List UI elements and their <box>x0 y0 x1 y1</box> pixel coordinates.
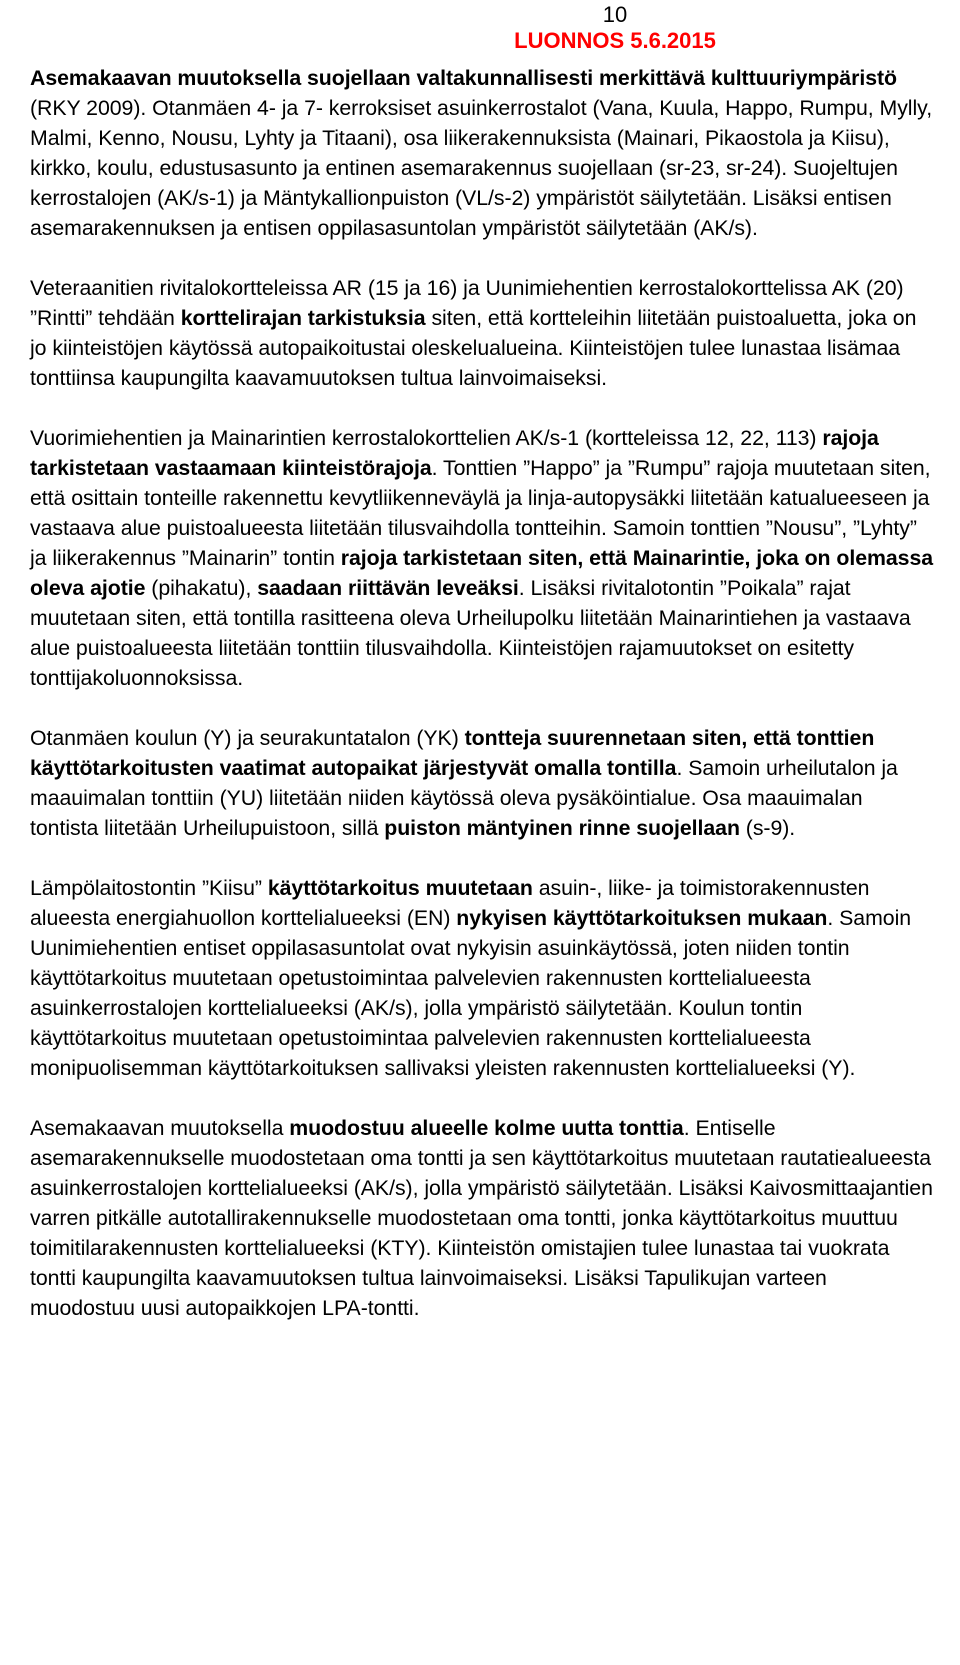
paragraph-rky-protection <box>30 63 935 243</box>
emphasis-text: Asemakaavan muutoksella suojellaan valtakunnallisesti merkittävä kulttuuriympäristö <box>30 66 897 90</box>
emphasis-text: käyttötarkoitus muutetaan <box>267 876 533 900</box>
paragraph-school-plots <box>30 723 935 843</box>
paragraph-new-plots <box>30 1113 935 1323</box>
emphasis-text: rajoja tarkistetaan vastaamaan kiinteistörajoja <box>30 426 879 480</box>
emphasis-text: korttelirajan tarkistuksia <box>180 306 426 330</box>
text-run: . Samoin urheilutalon ja maauimalan tonttiin (YU) liitetään niiden käytössä oleva pysäköintialue. Osa maauimalan tontista liitetään Urheilupuistoon, sillä <box>30 756 898 840</box>
page-number: 10 <box>602 2 628 27</box>
text-run: . Tonttien ”Happo” ja ”Rumpu” rajoja muutetaan siten, että osittain tonteille rakennettu kevytliikenneväylä ja linja-autopysäkki liitetään katualueeseen ja vastaava alue puistoalueesta liitetään tilusvaihdolla tontteihin. Samoin tonttien ”Nousu”, ”Lyhty” ja liikerakennus ”Mainarin” tontin <box>30 456 931 570</box>
paragraph-plot-boundaries <box>30 423 935 693</box>
document-page <box>30 0 935 1353</box>
text-run: asuin-, liike- ja toimistorakennusten alueesta energiahuollon korttelialueeksi (EN) <box>30 876 870 930</box>
text-run: . Entiselle asemarakennukselle muodostetaan oma tontti ja sen käyttötarkoitus muutetaan rautatiealueesta asuinkerrostalojen korttelialueeksi (AK/s), jolla ympäristö säilytetään. Lisäksi Kaivosmittaajantien varren pitkälle autotallirakennukselle muodostetaan oma tontti, jonka käyttötarkoitus muuttuu toimitilarakennusten korttelialueeksi (KTY). Kiinteistön omistajien tulee lunastaa tai vuokrata tontti kaupungilta kaavamuutoksen tultua lainvoimaiseksi. Lisäksi Tapulikujan varteen muodostuu uusi autopaikkojen LPA-tontti. <box>30 1116 933 1320</box>
emphasis-text: saadaan riittävän leveäksi <box>257 576 519 600</box>
text-run: (pihakatu), <box>145 576 258 600</box>
text-run: Veteraanitien rivitalokortteleissa AR (15 ja 16) ja Uunimiehentien kerrostalokorttelissa AK (20) ”Rintti” tehdään <box>30 276 904 330</box>
draft-label: LUONNOS 5.6.2015 <box>514 28 716 53</box>
emphasis-text: puiston mäntyinen rinne suojellaan <box>384 816 740 840</box>
text-run: siten, että kortteleihin liitetään puistoaluetta, joka on jo kiinteistöjen käytössä autopaikoitustai oleskelualueina. Kiinteistöjen tulee lunastaa lisämaa tonttiinsa kaupungilta kaavamuutoksen tultua lainvoimaiseksi. <box>30 306 917 390</box>
text-run: . Lisäksi rivitalotontin ”Poikala” rajat muutetaan siten, että tontilla rasitteena oleva Urheilupolku liitetään Mainarintiehen ja vastaava alue puistoalueesta liitetään tonttiin tilusvaihdolla. Kiinteistöjen rajamuutokset on esitetty tonttijakoluonnoksissa. <box>30 576 911 690</box>
emphasis-text: muodostuu alueelle kolme uutta tonttia <box>289 1116 684 1140</box>
text-run: (s-9). <box>739 816 796 840</box>
page-header <box>30 0 935 55</box>
paragraph-land-use-changes <box>30 873 935 1083</box>
text-run: (RKY 2009). Otanmäen 4- ja 7- kerroksiset asuinkerrostalot (Vana, Kuula, Happo, Rumpu, Mylly, Malmi, Kenno, Nousu, Lyhty ja Titaani), osa liikerakennuksista (Mainari, Pikaostola ja Kiisu), kirkko, koulu, edustusasunto ja entinen asemarakennus suojellaan (sr-23, sr-24). Suojeltujen kerrostalojen (AK/s-1) ja Mäntykallionpuiston (VL/s-2) ympäristöt säilytetään. Lisäksi entisen asemarakennuksen ja entisen oppilasasuntolan ympäristöt säilytetään (AK/s). <box>30 96 933 240</box>
emphasis-text: rajoja tarkistetaan siten, että Mainarintie, joka on olemassa oleva ajotie <box>30 546 934 600</box>
text-run: Vuorimiehentien ja Mainarintien kerrostalokorttelien AK/s-1 (kortteleissa 12, 22, 113) <box>30 426 823 450</box>
text-run: Lämpölaitostontin ”Kiisu” <box>30 876 268 900</box>
emphasis-text: tontteja suurennetaan siten, että tonttien käyttötarkoitusten vaatimat autopaikat järjestyvät omalla tontilla <box>30 726 875 780</box>
text-run: Otanmäen koulun (Y) ja seurakuntatalon (YK) <box>30 726 465 750</box>
emphasis-text: nykyisen käyttötarkoituksen mukaan <box>456 906 828 930</box>
text-run: Asemakaavan muutoksella <box>30 1116 290 1140</box>
body-text <box>30 63 935 1323</box>
paragraph-block-boundary-checks <box>30 273 935 393</box>
text-run: . Samoin Uunimiehentien entiset oppilasasuntolat ovat nykyisin asuinkäytössä, joten niiden tontin käyttötarkoitus muutetaan opetustoimintaa palvelevien rakennusten korttelialueesta asuinkerrostalojen korttelialueeksi (AK/s), jolla ympäristö säilytetään. Koulun tontin käyttötarkoitus muutetaan opetustoimintaa palvelevien rakennusten korttelialueesta monipuolisemman käyttötarkoituksen sallivaksi yleisten rakennusten korttelialueeksi (Y). <box>30 906 912 1080</box>
